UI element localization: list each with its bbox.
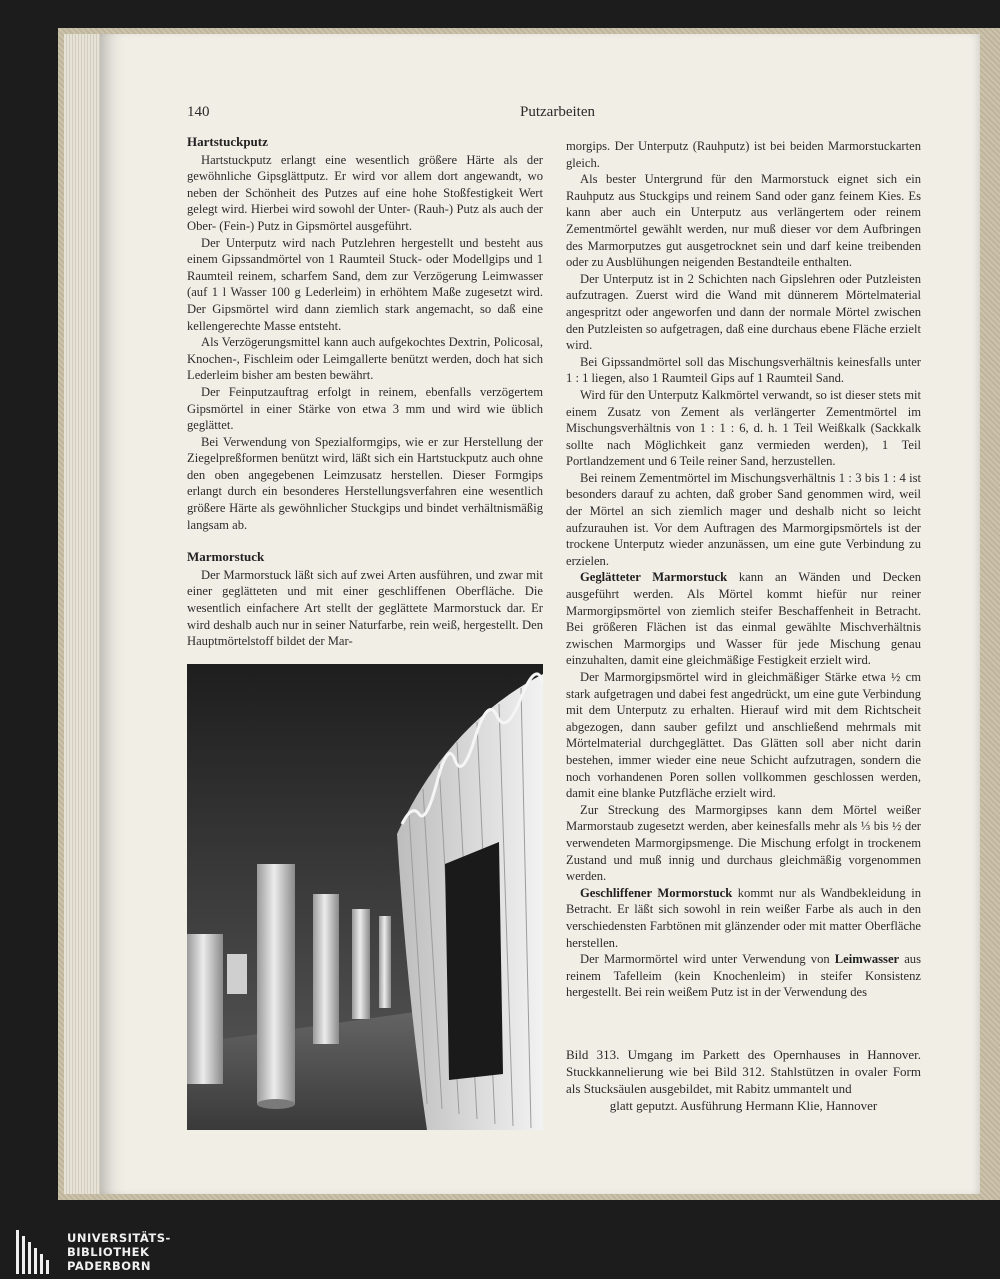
left-column [187, 134, 543, 650]
photo-opera-house-corridor [187, 664, 543, 1130]
paragraph [566, 951, 921, 1001]
paragraph-text: aus reinem Tafelleim (kein Knochenleim) in steifer Konsistenz hergestellt. Bei rein weißem Putz ist in der Verwendung des [566, 952, 922, 1000]
book-page [100, 34, 980, 1194]
logo-line-2: BIBLIOTHEK [67, 1245, 150, 1259]
logo-line-1: UNIVERSITÄTS- [67, 1231, 171, 1245]
right-column [566, 138, 921, 1001]
paragraph: Bei Verwendung von Spezialformgips, wie er zur Herstellung der Ziegelpreßformen benützt wird, läßt sich ein Hartstuckputz auch ohne den oben angegebenen Leimzusatz herstellen. Dieser Formgips erlangt durch ein besonderes Herstellungsverfahren eine wesentlich größere Härte als gewöhnlicher Stuckgips und bindet verhältnismäßig langsam ab. [187, 434, 543, 532]
logo-line-3: PADERBORN [67, 1259, 152, 1273]
paragraph [566, 569, 921, 669]
paragraph-text: Der Marmormörtel wird unter Verwendung von [580, 952, 835, 967]
paragraph: morgips. Der Unterputz (Rauhputz) ist bei beiden Marmorstuckarten gleich. [566, 139, 921, 170]
heading-hartstuckputz: Hartstuckputz [187, 134, 268, 149]
heading-marmorstuck: Marmorstuck [187, 549, 265, 565]
paragraph: Als bester Untergrund für den Marmorstuck eignet sich ein Rauhputz aus Stuckgips und reinem Sand oder ganz feinem Kies. Es kann aber auch ein Unterputz aus verlängertem oder reinem Zementmörtel gewählt werden, nur muß dieser vor dem Aufbringen des Marmorputzes gut ausgetrocknet sein und darf keine treibenden oder zu Ausblühungen neigenden Bestandteile enthalten. [566, 172, 921, 270]
figure-caption [566, 1046, 921, 1114]
bold-term: Geschliffener Mormorstuck [580, 885, 733, 900]
paragraph [566, 885, 921, 951]
page-edges [64, 34, 105, 1194]
paragraph: Zur Streckung des Marmorgipses kann dem Mörtel weißer Marmorstaub zugesetzt werden, aber keinesfalls mehr als ⅓ bis ½ der verwendeten Marmorgipsmenge. Die Mischung erfolgt in trockenem Zustand und muß innig und durchaus gleichmäßig vorgenommen werden. [566, 802, 921, 884]
bold-term: Leimwasser [834, 952, 900, 967]
paragraph: Bei reinem Zementmörtel im Mischungsverhältnis 1 : 3 bis 1 : 4 ist besonders darauf zu achten, daß grober Sand genommen wird, weil der Mörtel an sich ziemlich mager und deshalb nicht so leicht aufzurauhen ist. Vor dem Auftragen des Marmorgipsmörtels ist der trockene Unterputz wieder anzunässen, um eine gute Verbindung zu erzielen. [566, 470, 921, 568]
paragraph: Als Verzögerungsmittel kann auch aufgekochtes Dextrin, Policosal, Knochen-, Fischleim oder Leimgallerte benützt werden, doch hat sich Lederleim bisher am besten bewährt. [187, 335, 543, 383]
paragraph-text: kommt nur als Wandbekleidung in Betracht. Er läßt sich sowohl in rein weißer Farbe als auch in den verschiedensten Farbtönen mit glänzender oder mit matter Oberfläche herstellen. [566, 885, 921, 950]
paragraph: Bei Gipssandmörtel soll das Mischungsverhältnis keinesfalls unter 1 : 1 liegen, also 1 Raumteil Gips auf 1 Raumteil Sand. [566, 354, 921, 386]
running-head: Putzarbeiten [520, 104, 595, 120]
paragraph: Hartstuckputz erlangt eine wesentlich größere Härte als der gewöhnliche Gipsglättputz. Er wird vor allem dort angewandt, wo neben der Schönheit des Putzes auf eine hohe Stoßfestigkeit Wert gelegt wird. Hierbei wird sowohl der Unter- (Rauh-) Putz als auch der Ober- (Fein-) Putz in Gipsmörtel ausgeführt. [187, 152, 543, 233]
paragraph-text: kann an Wänden und Decken ausgeführt werden. Als Mörtel kommt hiefür nur reiner Marmorgipsmörtel von ziemlich steifer Beschaffenheit in Betracht. Bei größeren Flächen ist das einmal gewählte Mischverhältnis zwischen Marmorgips und Wasser für jede Mischung genau einzuhalten, damit eine gleichmäßige Festigkeit erzielt wird. [566, 570, 922, 668]
caption-last-line: glatt geputzt. Ausführung Hermann Klie, Hannover [609, 1098, 878, 1113]
page-number: 140 [187, 104, 210, 120]
library-logo [12, 1228, 172, 1276]
caption-text: Bild 313. Umgang im Parkett des Opernhauses in Hannover. Stuckkannelierung wie bei Bild 312. Stahlstützen in ovaler Form als Stucksäulen ausgebildet, mit Rabitz ummantelt und [566, 1047, 921, 1096]
bold-term: Geglätteter Marmorstuck [580, 570, 728, 585]
paragraph: Der Unterputz wird nach Putzlehren hergestellt und besteht aus einem Gipssandmörtel von 1 Raumteil Stuck- oder Modellgips und 1 Raumteil reinem, scharfem Sand, dem zur Verzögerung Leimwasser (auf 1 l Wasser 100 g Lederleim) in erhöhtem Maße zugesetzt wird. Der Gipsmörtel wird dann ziemlich stark angemacht, so daß eine kellengerechte Masse entsteht. [187, 235, 543, 333]
paragraph: Wird für den Unterputz Kalkmörtel verwandt, so ist dieser stets mit einem Zusatz von Zement als verlängerter Zementmörtel im Mischungsverhältnis von 1 : 1 : 6, d. h. 1 Teil Weißkalk (Sackkalk sollte nach Möglichkeit ganz vermieden werden), 1 Teil Portlandzement und 6 Teile reiner Sand, herzustellen. [566, 387, 921, 469]
corridor-photo-illustration [187, 664, 543, 1130]
paragraph: Der Marmorgipsmörtel wird in gleichmäßiger Stärke etwa ½ cm stark aufgetragen und dabei fest angedrückt, um eine gute Verbindung mit dem Unterputz zu erhalten. Hierauf wird mit dem Richtscheit abgezogen, dann sauber gefilzt und anschließend mehrmals mit Mörtelmaterial durchgeglättet. Das Glätten soll aber nicht darin bestehen, immer wieder eine neue Schicht aufzutragen, sondern die noch vorhandenen Poren sollen vollkommen geschlossen werden, damit eine blanke Putzfläche erzielt wird. [566, 670, 921, 801]
paragraph: Der Feinputzauftrag erfolgt in reinem, ebenfalls verzögertem Gipsmörtel in einer Stärke von etwa 3 mm und wird wie üblich geglättet. [187, 384, 543, 433]
library-logo-mark-icon [12, 1228, 60, 1276]
paragraph: Der Unterputz ist in 2 Schichten nach Gipslehren oder Putzleisten aufzutragen. Zuerst wird die Wand mit dünnerem Mörtelmaterial angespritzt oder angeworfen und dann der normale Mörtel zwischen den Putzleisten so aufgetragen, daß eine durchaus ebene Fläche erzielt wird. [566, 271, 921, 353]
paragraph: Der Marmorstuck läßt sich auf zwei Arten ausführen, und zwar mit einer geglätteten und mit einer geschliffenen Oberfläche. Die wesentlich einfachere Art stellt der geglättete Marmorstuck dar. Er wird deshalb auch nur in seiner Naturfarbe, rein weiß, hergestellt. Den Hauptmörtelstoff bildet der Mar- [187, 567, 543, 649]
